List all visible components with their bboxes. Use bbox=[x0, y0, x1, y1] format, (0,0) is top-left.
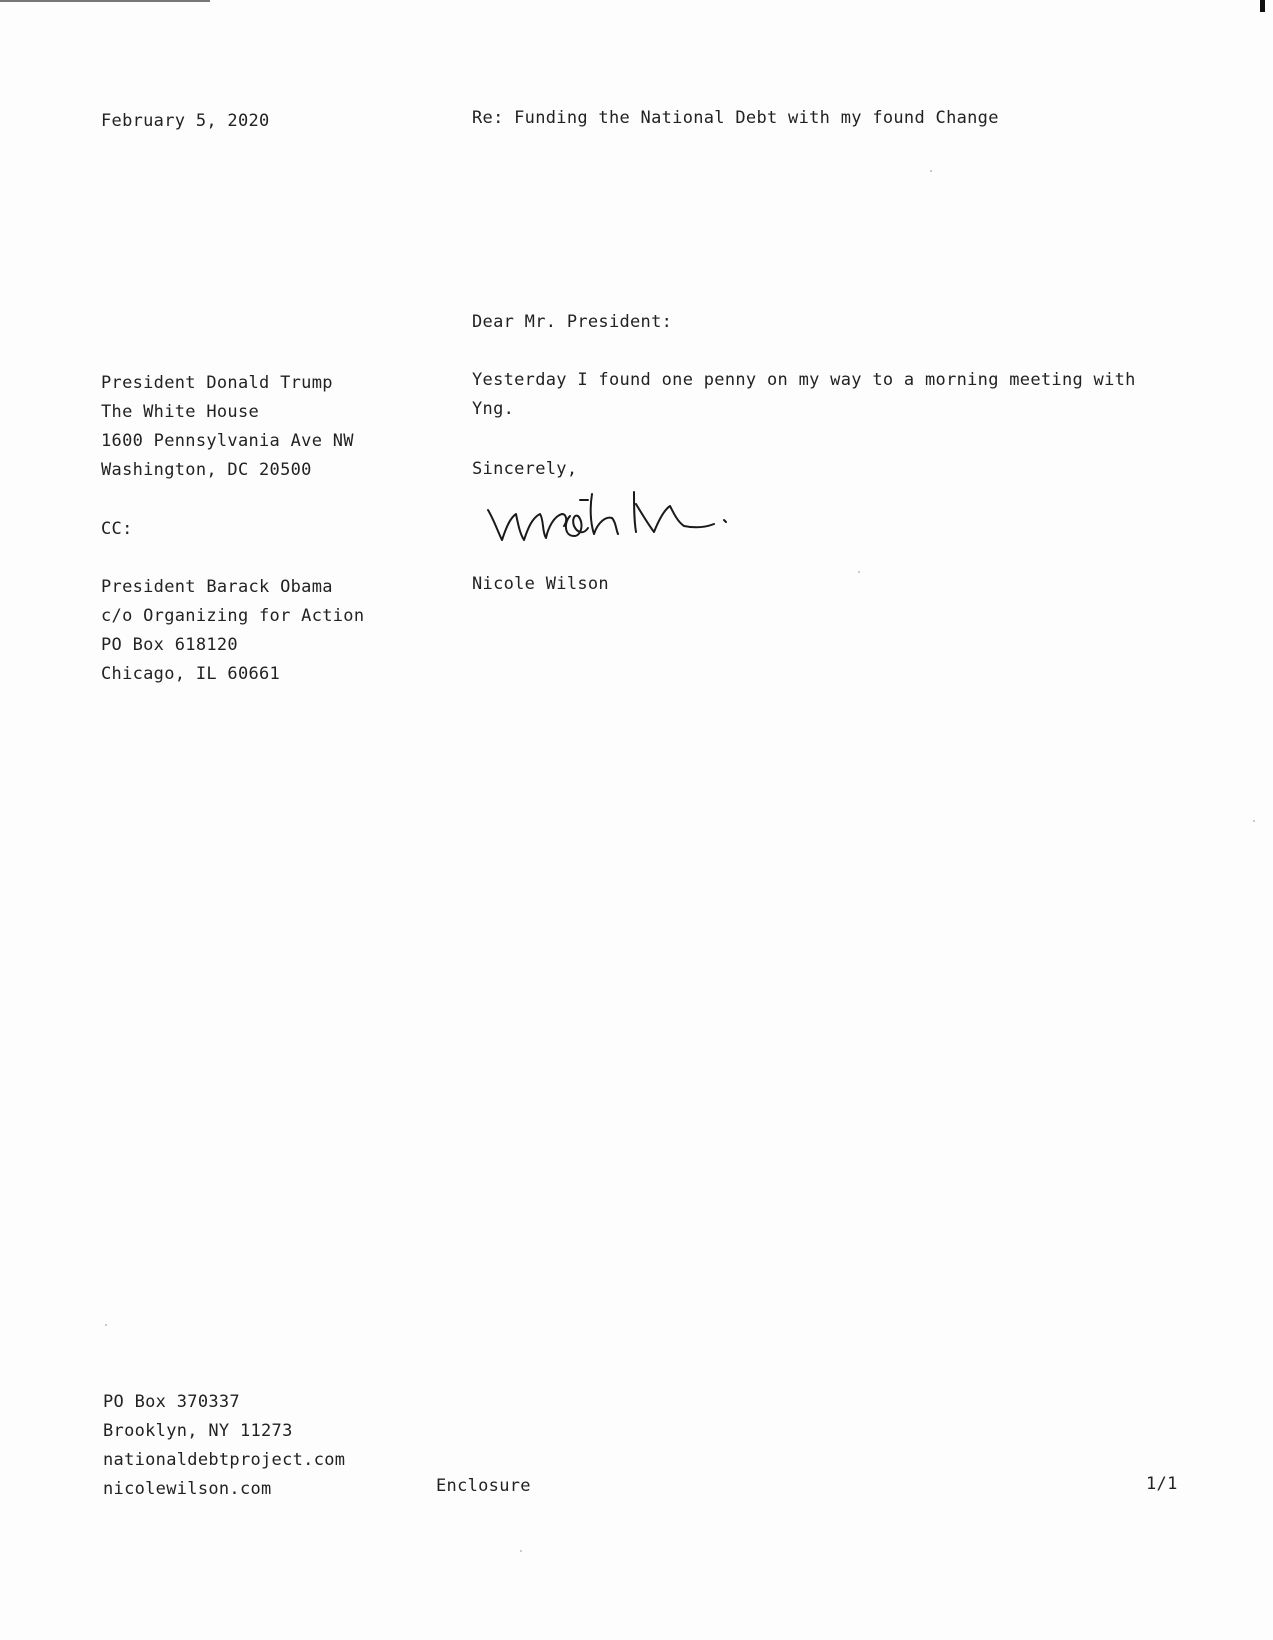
letter-date: February 5, 2020 bbox=[101, 111, 270, 131]
sender-address bbox=[103, 1388, 345, 1504]
page-number: 1/1 bbox=[1146, 1474, 1178, 1494]
cc-label: CC: bbox=[101, 519, 133, 539]
sender-website-project: nationaldebtproject.com bbox=[103, 1450, 346, 1470]
enclosure-note: Enclosure bbox=[436, 1476, 531, 1496]
recipient-address bbox=[101, 369, 354, 485]
recipient-street: 1600 Pennsylvania Ave NW bbox=[101, 431, 354, 451]
recipient-city: Washington, DC 20500 bbox=[101, 460, 312, 480]
closing: Sincerely, bbox=[472, 459, 578, 479]
sender-po-box: PO Box 370337 bbox=[103, 1392, 240, 1412]
cc-organization: c/o Organizing for Action bbox=[101, 606, 365, 626]
recipient-organization: The White House bbox=[101, 402, 260, 422]
scan-speck bbox=[520, 1550, 522, 1552]
scan-speck bbox=[105, 1324, 107, 1326]
scan-mark bbox=[1260, 0, 1265, 12]
scan-speck bbox=[1253, 820, 1255, 822]
cc-address bbox=[101, 573, 364, 689]
salutation: Dear Mr. President: bbox=[472, 312, 673, 332]
cc-city: Chicago, IL 60661 bbox=[101, 664, 281, 684]
letter-subject: Re: Funding the National Debt with my found Change bbox=[472, 108, 999, 128]
sender-website-personal: nicolewilson.com bbox=[103, 1479, 272, 1499]
scan-edge bbox=[0, 0, 210, 2]
signer-name: Nicole Wilson bbox=[472, 574, 609, 594]
scan-speck bbox=[858, 571, 860, 573]
handwritten-signature bbox=[484, 480, 734, 550]
sender-city: Brooklyn, NY 11273 bbox=[103, 1421, 293, 1441]
letter-body: Yesterday I found one penny on my way to a morning meeting with Yng. bbox=[472, 370, 1136, 419]
recipient-name: President Donald Trump bbox=[101, 373, 333, 393]
cc-name: President Barack Obama bbox=[101, 577, 333, 597]
cc-po-box: PO Box 618120 bbox=[101, 635, 238, 655]
scan-speck bbox=[930, 170, 932, 172]
